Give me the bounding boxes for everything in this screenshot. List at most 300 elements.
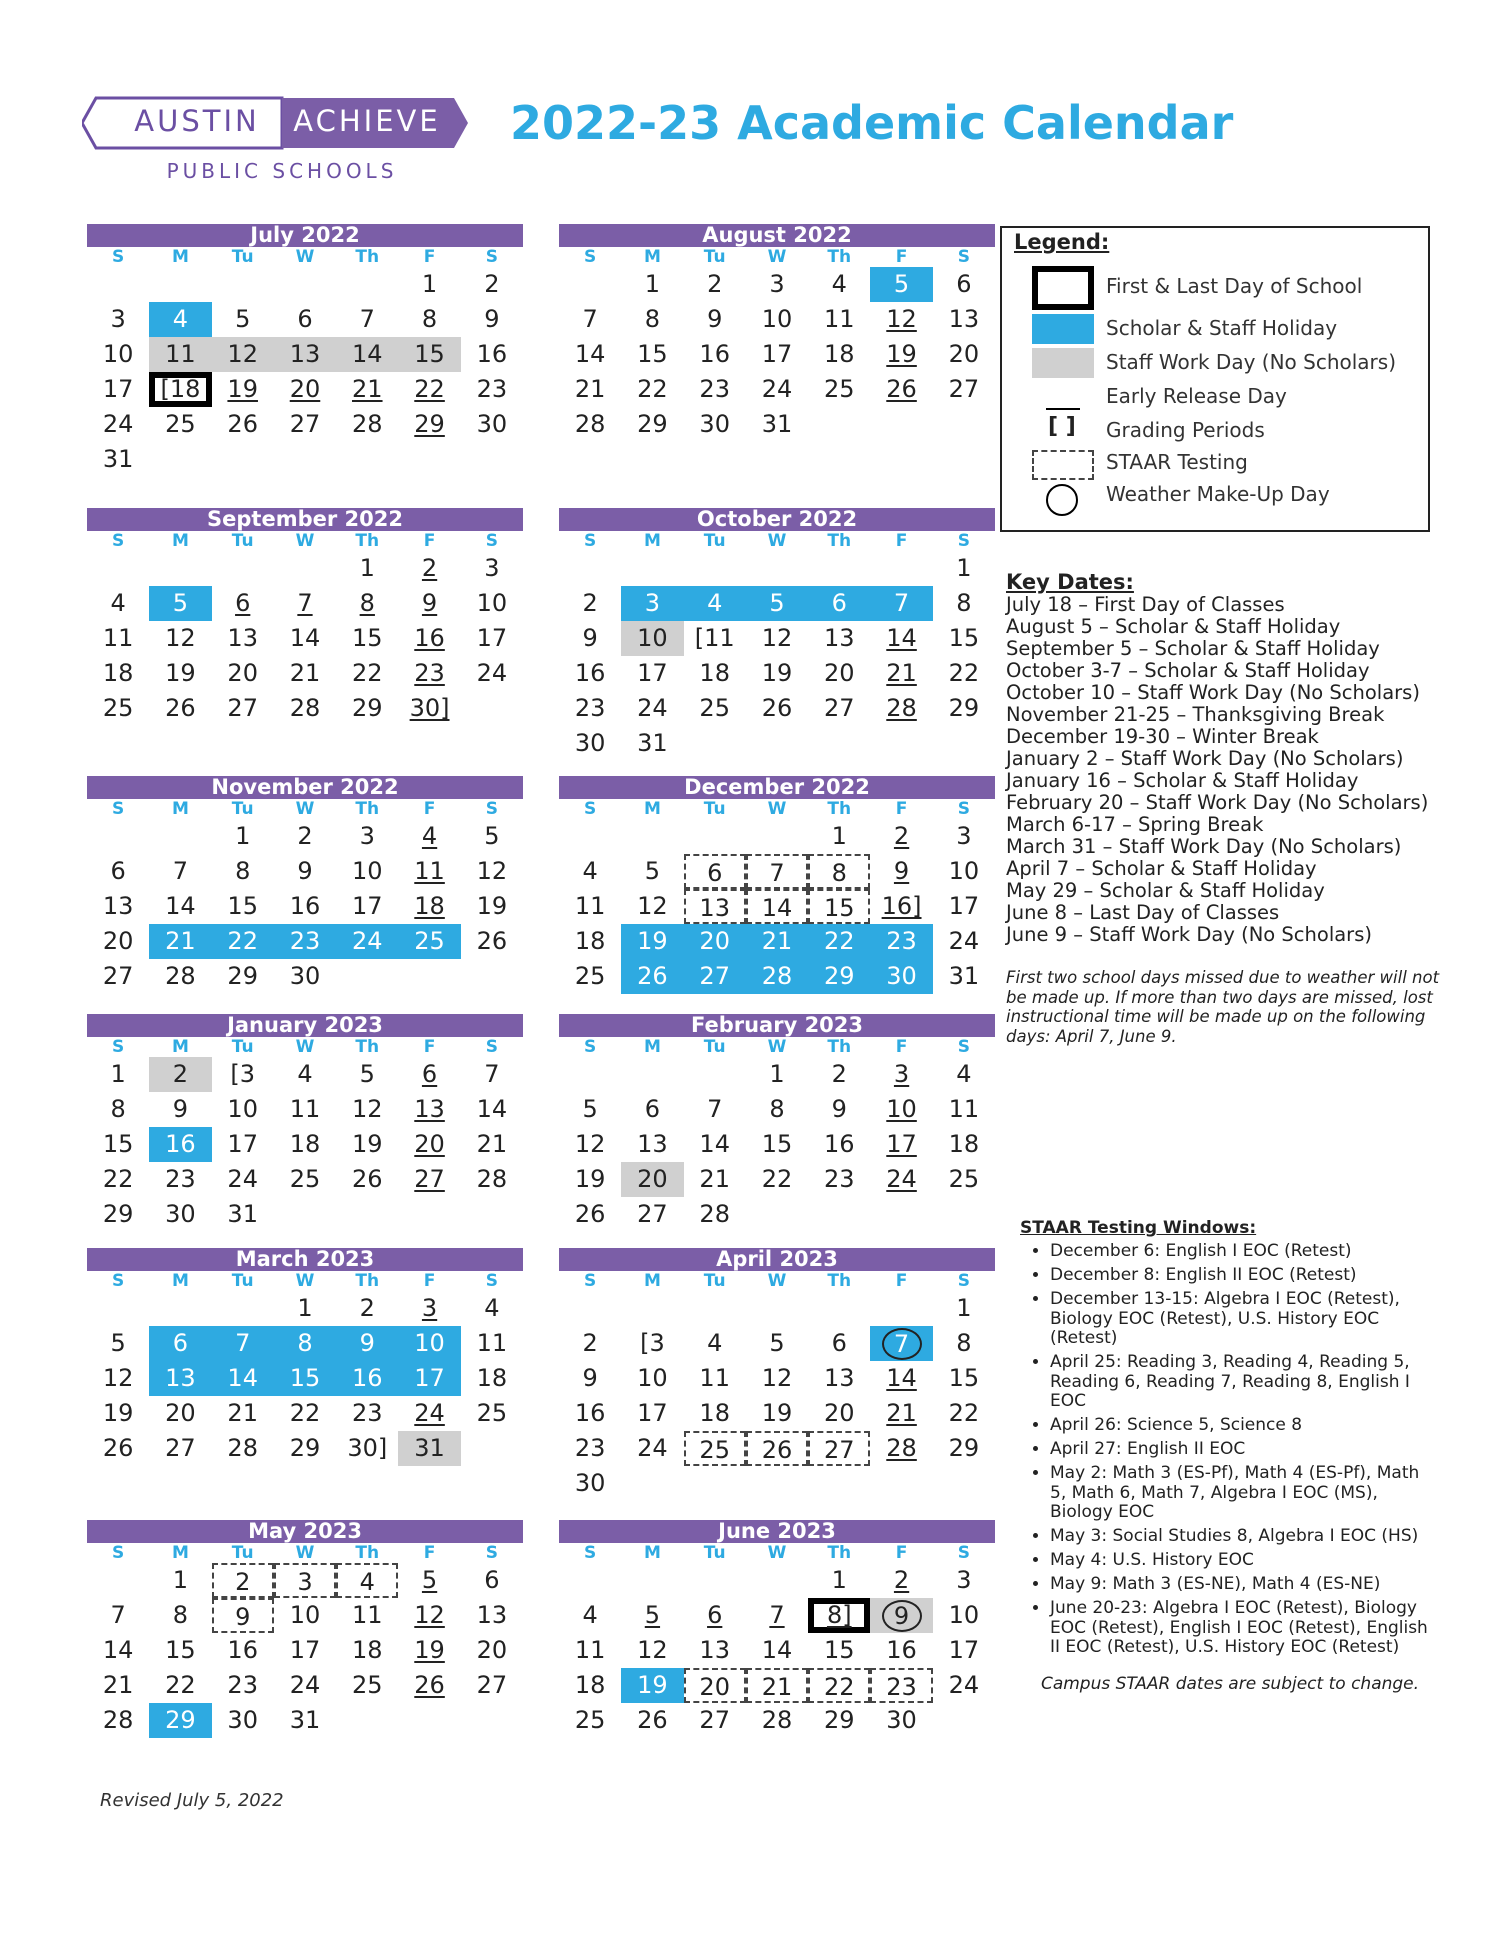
day-cell [746, 621, 808, 656]
day-cell [87, 889, 149, 924]
staar-window-item: • December 6: English I EOC (Retest) [1050, 1242, 1440, 1262]
day-cell [212, 854, 274, 889]
month-header: January 2023 [87, 1014, 523, 1037]
weekday-label: M [643, 799, 661, 819]
day-cell [398, 302, 460, 337]
holiday-day-cell [274, 924, 336, 959]
holiday-day-cell [684, 586, 746, 621]
month-days-grid [559, 1291, 995, 1501]
early-release-day-cell [870, 1162, 932, 1197]
day-number: 23 [352, 1399, 383, 1427]
day-number: 30 [165, 1200, 196, 1228]
day-number: 25 [574, 1706, 606, 1734]
day-number: 2 [893, 822, 910, 850]
day-cell [933, 1162, 995, 1197]
weekday-label: Th [355, 1271, 380, 1291]
month-header: October 2022 [559, 508, 995, 531]
day-number: 1 [956, 554, 972, 582]
day-number: 5 [484, 822, 500, 850]
staar-testing-day-cell [212, 1563, 274, 1598]
day-number: 14 [289, 624, 321, 652]
day-cell [274, 819, 336, 854]
weekday-header-row [559, 1271, 995, 1291]
day-number: 9 [172, 1095, 189, 1123]
weekday-label: S [485, 1037, 498, 1057]
day-number: 5 [172, 589, 189, 617]
day-number: 20 [102, 927, 134, 955]
day-cell [621, 691, 683, 726]
key-date-item: April 7 – Scholar & Staff Holiday [1006, 857, 1317, 880]
day-cell [336, 854, 398, 889]
day-cell [274, 1057, 336, 1092]
day-cell [559, 854, 621, 889]
day-number: 16 [414, 624, 445, 652]
day-number: 27 [476, 1671, 508, 1699]
day-number: 25 [699, 1436, 730, 1464]
day-cell [933, 1633, 995, 1668]
day-number: 20 [165, 1399, 196, 1427]
day-cell [559, 586, 621, 621]
day-number: 18 [352, 1636, 383, 1664]
weekday-label: Th [355, 1543, 380, 1563]
day-number: [11 [694, 624, 735, 652]
day-cell [336, 1668, 398, 1703]
weekday-label: M [171, 1543, 189, 1563]
day-cell [933, 1598, 995, 1633]
day-cell [212, 959, 274, 994]
day-cell [461, 586, 523, 621]
staar-note: Campus STAAR dates are subject to change. [1040, 1673, 1420, 1694]
day-number: 12 [227, 340, 258, 368]
day-number: 18 [699, 1399, 730, 1427]
weekday-label: S [112, 1037, 125, 1057]
day-number: 1 [297, 1294, 313, 1322]
legend-item-early-release: Early Release Day [1106, 384, 1287, 408]
weekday-label: Tu [231, 1037, 254, 1057]
day-number: 13 [824, 1364, 855, 1392]
weekday-label: W [295, 1543, 315, 1563]
day-number: 27 [824, 694, 855, 722]
day-number: 1 [172, 1566, 189, 1594]
day-number: 6 [297, 305, 313, 333]
empty-day-cell [336, 267, 398, 302]
day-number: 6 [707, 1601, 723, 1629]
day-cell [684, 372, 746, 407]
day-cell [933, 656, 995, 691]
day-number: 15 [289, 1364, 321, 1392]
day-cell [212, 1396, 274, 1431]
day-number: 19 [637, 927, 668, 955]
day-number: 8] [826, 1601, 852, 1629]
day-number: 15 [761, 1130, 793, 1158]
day-number: 22 [165, 1671, 196, 1699]
day-cell [87, 656, 149, 691]
day-number: 6 [644, 1095, 661, 1123]
legend-item-staar: STAAR Testing [1106, 450, 1248, 474]
day-cell [933, 691, 995, 726]
day-number: 4 [421, 822, 438, 850]
day-cell [933, 1431, 995, 1466]
day-cell [149, 1197, 211, 1232]
day-cell [274, 1092, 336, 1127]
day-number: 28 [165, 962, 196, 990]
day-cell [336, 1633, 398, 1668]
weekday-label: S [957, 1037, 970, 1057]
logo-word-achieve: ACHIEVE [293, 104, 441, 138]
day-number: 24 [948, 927, 980, 955]
day-number: 18 [289, 1130, 321, 1158]
weekday-header-row [87, 1271, 523, 1291]
day-number: 18 [102, 659, 134, 687]
empty-day-cell [559, 1291, 621, 1326]
day-number: 15 [227, 892, 258, 920]
key-date-item: December 19-30 – Winter Break [1006, 725, 1319, 748]
month-header: May 2023 [87, 1520, 523, 1543]
day-number: 12 [352, 1095, 383, 1123]
day-number: 13 [948, 305, 980, 333]
early-release-day-cell [398, 1563, 460, 1598]
day-number: 1 [956, 1294, 972, 1322]
staar-testing-day-cell [336, 1563, 398, 1598]
month-september-2022 [87, 508, 523, 726]
day-cell [149, 1396, 211, 1431]
holiday-day-cell [149, 1326, 211, 1361]
early-release-day-cell [870, 889, 932, 924]
day-number: 17 [102, 375, 134, 403]
day-number: 17 [414, 1364, 445, 1392]
day-number: 9 [582, 1364, 598, 1392]
day-number: 26 [227, 410, 258, 438]
day-cell [933, 586, 995, 621]
day-number: 20 [227, 659, 258, 687]
day-cell [461, 1633, 523, 1668]
early-release-day-cell [274, 586, 336, 621]
day-cell [149, 1092, 211, 1127]
holiday-day-cell [870, 924, 932, 959]
day-cell [461, 1563, 523, 1598]
day-cell [808, 267, 870, 302]
weekday-label: F [423, 799, 436, 819]
weekday-label: S [112, 1543, 125, 1563]
weekday-label: S [957, 531, 970, 551]
day-cell [746, 691, 808, 726]
empty-day-cell [149, 819, 211, 854]
weekday-label: S [584, 1271, 597, 1291]
day-cell [274, 407, 336, 442]
month-days-grid [559, 267, 995, 442]
day-number: 11 [352, 1601, 383, 1629]
early-release-day-cell [212, 586, 274, 621]
day-number: 14 [761, 894, 793, 922]
empty-day-cell [621, 1291, 683, 1326]
day-number: 25 [948, 1165, 980, 1193]
empty-day-cell [212, 1291, 274, 1326]
weekday-label: S [584, 799, 597, 819]
day-cell [621, 1361, 683, 1396]
staar-window-item: • April 27: English II EOC [1050, 1440, 1440, 1460]
empty-day-cell [559, 551, 621, 586]
day-cell [212, 1127, 274, 1162]
day-number: 7 [110, 1601, 126, 1629]
staar-window-item: • April 25: Reading 3, Reading 4, Reading 5, Reading 6, Reading 7, Reading 8, English I EOC [1050, 1353, 1440, 1412]
weekday-label: F [423, 1271, 436, 1291]
day-number: [3 [230, 1060, 256, 1088]
day-number: 9 [582, 624, 598, 652]
weekday-label: M [643, 247, 661, 267]
day-number: 20 [948, 340, 980, 368]
month-may-2023 [87, 1520, 523, 1738]
early-release-day-cell [398, 854, 460, 889]
staar-testing-day-cell [746, 1431, 808, 1466]
day-number: 5 [893, 270, 910, 298]
day-number: 28 [886, 1434, 917, 1462]
day-cell [87, 1633, 149, 1668]
empty-day-cell [684, 1291, 746, 1326]
day-number: 30 [289, 962, 321, 990]
day-cell [808, 656, 870, 691]
day-number: 21 [886, 1399, 917, 1427]
month-header: September 2022 [87, 508, 523, 531]
day-number: 4 [831, 270, 847, 298]
day-number: 20 [824, 659, 855, 687]
weekday-label: S [957, 1543, 970, 1563]
day-cell [149, 1633, 211, 1668]
empty-day-cell [746, 551, 808, 586]
day-cell [461, 1127, 523, 1162]
day-number: 9 [359, 1329, 375, 1357]
empty-day-cell [621, 819, 683, 854]
holiday-day-cell [621, 924, 683, 959]
day-cell [559, 656, 621, 691]
day-number: 6 [831, 589, 847, 617]
day-number: 3 [421, 1294, 438, 1322]
day-number: 17 [289, 1636, 321, 1664]
day-cell [461, 372, 523, 407]
weekday-label: S [485, 1543, 498, 1563]
day-number: 28 [699, 1200, 730, 1228]
staar-testing-day-cell [808, 1668, 870, 1703]
day-number: 23 [699, 375, 730, 403]
weekday-header-row [87, 1037, 523, 1057]
day-number: 31 [289, 1706, 321, 1734]
day-number: 19 [574, 1165, 606, 1193]
month-january-2023 [87, 1014, 523, 1232]
key-date-item: October 10 – Staff Work Day (No Scholars) [1006, 681, 1420, 704]
weekday-label: Tu [703, 799, 726, 819]
day-cell [684, 407, 746, 442]
day-number: 4 [359, 1568, 375, 1596]
early-release-day-cell [870, 302, 932, 337]
day-number: 27 [102, 962, 134, 990]
day-number: 1 [769, 1060, 785, 1088]
key-date-item: May 29 – Scholar & Staff Holiday [1006, 879, 1325, 902]
day-cell [559, 1668, 621, 1703]
day-number: 24 [227, 1165, 258, 1193]
day-cell [621, 656, 683, 691]
day-number: 18 [414, 892, 445, 920]
day-cell [336, 889, 398, 924]
day-cell [149, 656, 211, 691]
staar-testing-day-cell [684, 889, 746, 924]
day-cell [559, 1466, 621, 1501]
day-number: 24 [761, 375, 793, 403]
day-number: 22 [102, 1165, 134, 1193]
day-cell [212, 819, 274, 854]
day-number: 10 [637, 624, 668, 652]
empty-day-cell [274, 267, 336, 302]
day-number: 5 [582, 1095, 598, 1123]
day-number: 26 [886, 375, 917, 403]
day-cell [933, 1092, 995, 1127]
empty-day-cell [149, 267, 211, 302]
day-number: 6 [707, 859, 723, 887]
weekday-label: Tu [703, 531, 726, 551]
day-number: 30] [409, 694, 450, 722]
day-number: 13 [476, 1601, 508, 1629]
empty-day-cell [212, 267, 274, 302]
holiday-day-cell [336, 1361, 398, 1396]
day-cell [684, 267, 746, 302]
day-number: 29 [824, 1706, 855, 1734]
weekday-label: S [485, 799, 498, 819]
day-number: 26 [761, 694, 793, 722]
day-number: 22 [948, 659, 980, 687]
weekday-label: S [584, 1037, 597, 1057]
day-cell [559, 1197, 621, 1232]
day-cell [621, 407, 683, 442]
day-number: 7 [172, 857, 189, 885]
holiday-day-cell [621, 959, 683, 994]
day-number: 14 [227, 1364, 258, 1392]
day-number: 28 [761, 962, 793, 990]
day-number: 8 [359, 589, 375, 617]
day-cell [212, 691, 274, 726]
day-cell [559, 372, 621, 407]
day-number: 12 [574, 1130, 606, 1158]
day-number: 22 [948, 1399, 980, 1427]
day-number: 14 [352, 340, 383, 368]
key-date-item: June 8 – Last Day of Classes [1006, 901, 1280, 924]
day-cell [336, 1431, 398, 1466]
day-cell [746, 407, 808, 442]
day-number: 26 [352, 1165, 383, 1193]
day-cell [461, 1396, 523, 1431]
day-number: 22 [637, 375, 668, 403]
day-cell [274, 1633, 336, 1668]
day-cell [559, 1633, 621, 1668]
day-number: 21 [102, 1671, 134, 1699]
month-july-2022 [87, 224, 523, 477]
weekday-label: Th [355, 1037, 380, 1057]
key-dates-title: Key Dates: [1006, 570, 1134, 594]
holiday-day-cell [746, 924, 808, 959]
day-number: 20 [699, 1673, 730, 1701]
day-cell [87, 1127, 149, 1162]
day-cell [746, 1057, 808, 1092]
weekday-label: S [112, 531, 125, 551]
weekday-label: Th [355, 531, 380, 551]
day-cell [559, 1127, 621, 1162]
early-release-day-cell [870, 691, 932, 726]
day-cell [808, 1396, 870, 1431]
day-number: 15 [637, 340, 668, 368]
day-cell [398, 267, 460, 302]
day-number: 16 [886, 1636, 917, 1664]
day-number: 2 [707, 270, 723, 298]
day-cell [621, 854, 683, 889]
early-release-day-cell [398, 889, 460, 924]
early-release-day-cell [870, 656, 932, 691]
weekday-label: F [895, 531, 908, 551]
day-number: 2 [582, 589, 598, 617]
day-cell [461, 1057, 523, 1092]
key-date-item: September 5 – Scholar & Staff Holiday [1006, 637, 1380, 660]
day-cell [149, 407, 211, 442]
day-number: 14 [102, 1636, 134, 1664]
day-cell [87, 1092, 149, 1127]
day-number: 5 [421, 1566, 438, 1594]
day-cell [87, 1326, 149, 1361]
day-number: 19 [637, 1671, 668, 1699]
empty-day-cell [559, 819, 621, 854]
staar-testing-day-cell [808, 889, 870, 924]
weekday-label: M [643, 1543, 661, 1563]
staar-testing-day-cell [274, 1563, 336, 1598]
weekday-label: Th [355, 799, 380, 819]
day-number: 10 [289, 1601, 321, 1629]
day-cell [336, 1162, 398, 1197]
day-cell [149, 1668, 211, 1703]
staar-window-item: • December 13-15: Algebra I EOC (Retest), Biology EOC (Retest), U.S. History EOC (Retest) [1050, 1290, 1440, 1349]
holiday-day-cell [398, 1361, 460, 1396]
day-cell [746, 1092, 808, 1127]
holiday-day-cell [336, 1326, 398, 1361]
day-number: 8 [235, 857, 251, 885]
day-cell [808, 691, 870, 726]
day-number: 27 [699, 1706, 730, 1734]
early-release-day-cell [398, 407, 460, 442]
day-number: 24 [414, 1399, 445, 1427]
day-number: 14 [574, 340, 606, 368]
day-cell [621, 267, 683, 302]
day-number: 14 [476, 1095, 508, 1123]
day-number: 4 [484, 1294, 500, 1322]
day-number: 8 [956, 589, 972, 617]
school-logo [82, 94, 472, 184]
month-days-grid [87, 1563, 523, 1738]
day-number: 28 [761, 1706, 793, 1734]
weekday-label: W [767, 799, 787, 819]
empty-day-cell [684, 1057, 746, 1092]
day-cell [808, 1361, 870, 1396]
day-cell [212, 1092, 274, 1127]
day-number: 5 [110, 1329, 126, 1357]
day-number: 15 [102, 1130, 134, 1158]
day-number: 26 [476, 927, 508, 955]
day-number: 2 [831, 1060, 847, 1088]
early-release-day-cell [870, 372, 932, 407]
holiday-day-cell [274, 1361, 336, 1396]
day-number: 29 [227, 962, 258, 990]
day-number: 11 [574, 1636, 606, 1664]
day-number: 30 [476, 410, 508, 438]
holiday-day-cell [684, 924, 746, 959]
staar-testing-day-cell [212, 1598, 274, 1633]
day-number: 7 [893, 589, 910, 617]
day-number: 8 [644, 305, 661, 333]
empty-day-cell [559, 1057, 621, 1092]
day-number: 26 [414, 1671, 445, 1699]
